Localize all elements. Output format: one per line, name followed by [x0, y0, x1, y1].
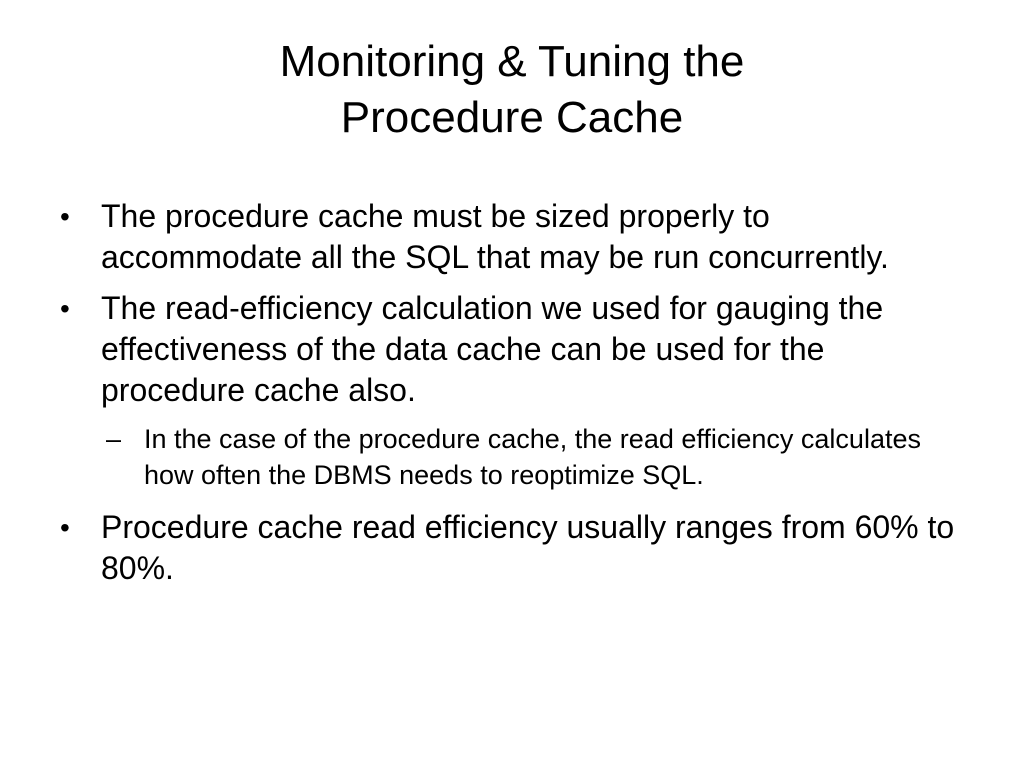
bullet-marker: •	[60, 293, 70, 324]
title-line-2: Procedure Cache	[340, 93, 684, 142]
slide-title	[60, 34, 964, 146]
bullet-text: Procedure cache read efficiency usually ranges from 60% to 80%.	[101, 509, 955, 586]
bullet-item	[60, 196, 970, 278]
sub-bullet-text: In the case of the procedure cache, the read efficiency calculates how often the DBMS needs to reoptimize SQL.	[144, 424, 921, 490]
title-line-1: Monitoring & Tuning the	[279, 37, 745, 86]
sub-bullet-marker: –	[106, 424, 122, 454]
bullet-text: The procedure cache must be sized properly to accommodate all the SQL that may be run concurrently.	[101, 198, 889, 275]
bullet-item	[60, 507, 970, 589]
bullet-marker: •	[60, 512, 70, 543]
bullet-list	[60, 196, 970, 599]
bullet-item	[60, 288, 970, 411]
sub-bullet-item	[106, 421, 970, 493]
bullet-text: The read-efficiency calculation we used for gauging the effectiveness of the data cache can be used for the procedure cache also.	[101, 290, 884, 408]
bullet-marker: •	[60, 201, 70, 232]
